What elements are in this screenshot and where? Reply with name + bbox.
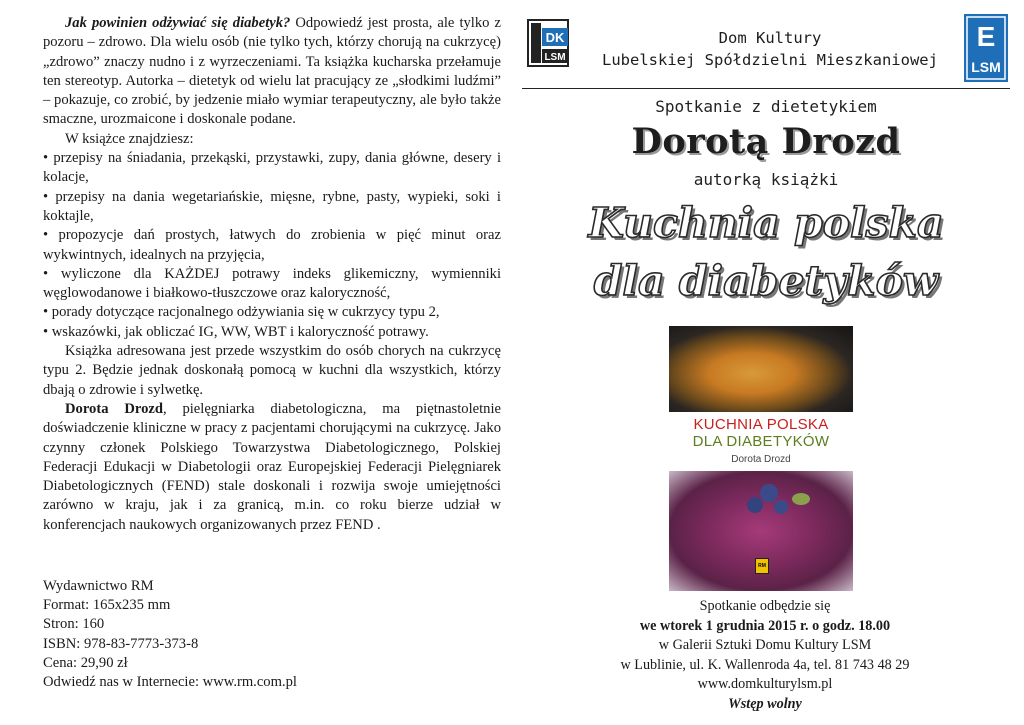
list-item: • porady dotyczące racjonalnego odżywiania się w cukrzycy typu 2, [43,303,501,322]
cover-photo-top [669,326,853,412]
pages: Stron: 160 [43,616,105,633]
cover-title-line1: KUCHNIA POLSKA [693,416,829,433]
website: Odwiedź nas w Internecie: www.rm.com.pl [43,674,297,691]
list-item: • wskazówki, jak obliczać IG, WW, WBT i kaloryczność potrawy. [43,323,501,342]
event-venue: w Galerii Sztuki Domu Kultury LSM [658,637,872,653]
publisher: Wydawnictwo RM [43,578,154,594]
intro-paragraph [43,14,501,130]
publisher-badge: RM [755,558,769,574]
format: Format: 165x235 mm [43,597,171,614]
bio-text: , pielęgniarka diabetologiczna, ma piętnastoletnie doświadczenie kliniczne w pracy z pacjentami chorującymi na cukrzycę. Jako czynny członek Polskiego Towarzystwa Diabetologicznego, Polskiej Federacji Edukacji w Diabetologii oraz Europejskiej Federacji Pielęgniarek Diabetologicznych (FEND) stale doskonali i rozwija swoje umiejętności zarówno w kraju, jak i za granicą, m.in. co roku bierze udział w konferencjach naukowych organizowanych przez FEND . [43,400,501,533]
lead-question: Jak powinien odżywiać się diabetyk? [65,15,291,31]
event-address: w Lublinie, ul. K. Wallenroda 4a, tel. 81 743 48 29 [620,656,910,673]
cover-author: Dorota Drozd [731,454,791,465]
event-date: we wtorek 1 grudnia 2015 r. o godz. 18.00 [639,617,891,634]
organizer [580,27,960,71]
bio-name: Dorota Drozd [65,400,163,417]
book-title-line2: dla diabetyków [593,257,939,305]
elsm-e: E [976,21,996,52]
cover-title-line2: DLA DIABETYKÓW [692,433,830,450]
audience-paragraph: Książka adresowana jest przede wszystkim do osób chorych na cukrzycę typu 2. Będzie jednak doskonałą pomocą w kuchni dla wszystkich, którzy dbają o zdrowie i sylwetkę. [43,343,501,398]
price: Cena: 29,90 zł [43,654,128,671]
org-line1: Dom Kultury [718,29,822,47]
free-entry: Wstęp wolny [728,695,802,712]
event-info [580,597,950,714]
list-item: • przepisy na śniadania, przekąski, przystawki, zupy, dania główne, desery i kolacje, [43,149,501,188]
book-title [522,194,1010,310]
author-bio [43,400,501,535]
dk-lsm-logo [525,18,573,68]
guest-name: Dorotą Drozd [631,121,901,162]
lsm-text: LSM [544,52,566,63]
cover-title [669,416,853,450]
book-cover-image [669,326,853,591]
event-website: www.domkulturylsm.pl [697,676,833,692]
elsm-logo [964,14,1008,82]
info-line1: Spotkanie odbędzie się [699,598,831,614]
meeting-label: Spotkanie z dietetykiem [655,97,877,116]
org-line2: Lubelskiej Spółdzielni Mieszkaniowej [602,51,938,69]
intro-text: Odpowiedź jest prosta, ale tylko z pozoru – zdrowo. Dla wielu osób (nie tylko tych, którzy chorują na cukrzycę) „zdrowo” znaczy nudno i z wyrzeczeniami. Ta książka kucharska przełamuje ten stereotyp. Autorka – dietetyk od wielu lat pracujący ze „słodkimi ludźmi” – pokazuje, co zrobić, by jedzenie miało wymiar terapeutyczny, ale było także smaczne, urozmaicone i doskonale podane. [43,15,501,128]
book-description [43,14,501,535]
list-item: • wyliczone dla KAŻDEJ potrawy indeks glikemiczny, wymienniki węglowodanowe i białkowo-tłuszczowe oraz kaloryczność, [43,265,501,304]
book-metadata [43,577,297,692]
elsm-lsm: LSM [971,59,1001,75]
list-intro: W książce znajdziesz: [65,130,194,147]
dk-text: DK [545,30,565,45]
list-item: • propozycje dań prostych, łatwych do zrobienia w pięć minut oraz wykwintnych, idealnych na przyjęcia, [43,226,501,265]
list-item: • przepisy na dania wegetariańskie, mięsne, rybne, pasty, wypieki, soki i koktajle, [43,188,501,227]
header-divider [522,88,1010,89]
author-of-label: autorką książki [693,170,839,189]
isbn: ISBN: 978-83-7773-373-8 [43,635,199,652]
book-title-line1: Kuchnia polska [588,199,944,247]
